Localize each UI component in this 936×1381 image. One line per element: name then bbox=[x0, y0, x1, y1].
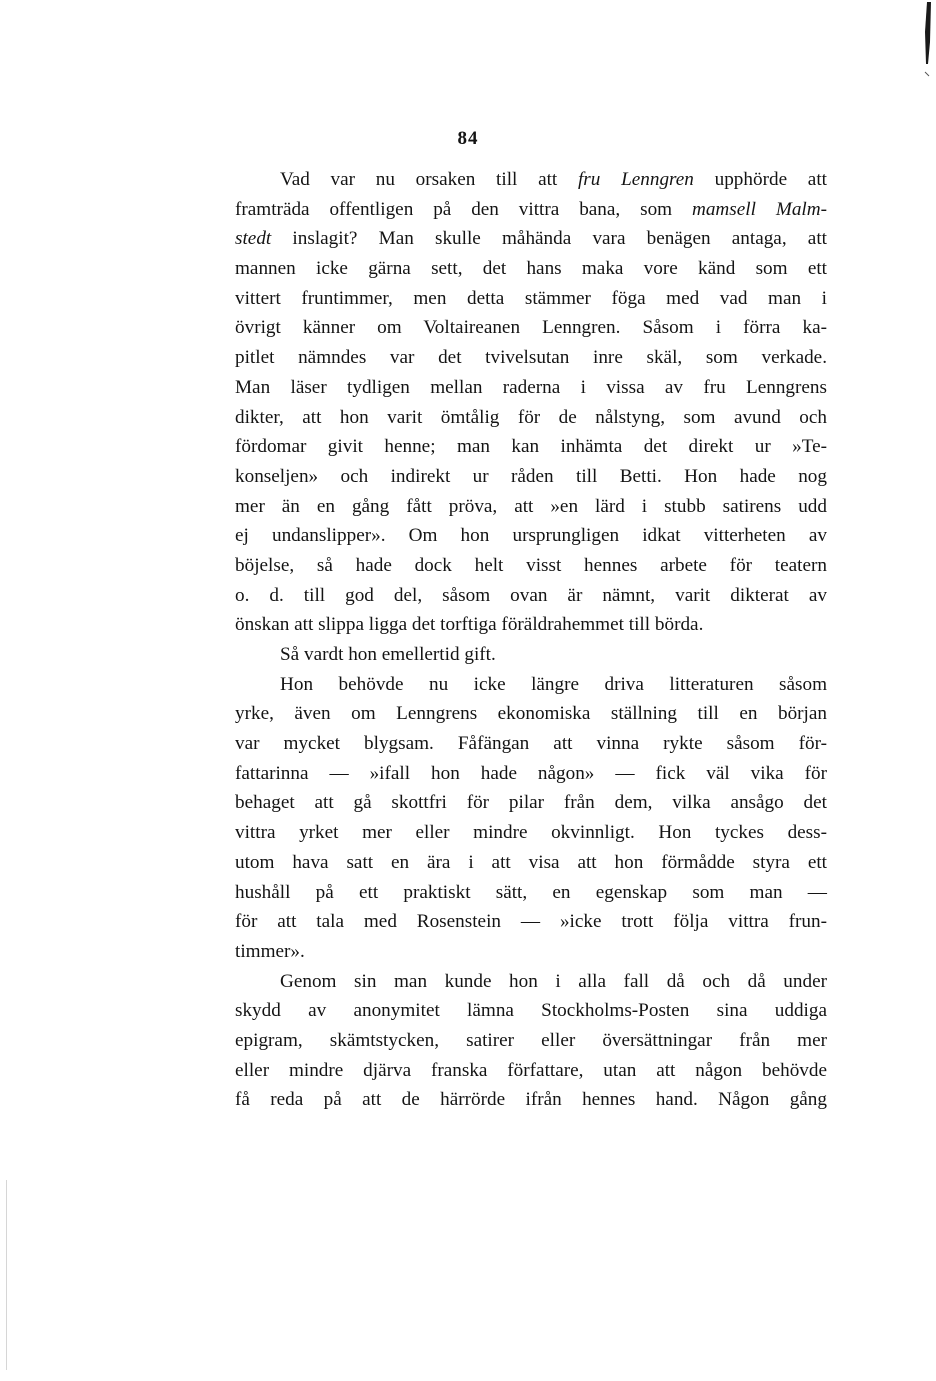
text-line bbox=[235, 610, 827, 640]
italic-text: mamsell Malm- bbox=[691, 198, 827, 220]
text-line bbox=[235, 254, 827, 284]
body-text bbox=[235, 165, 827, 1115]
italic-text: fru Lenngren bbox=[577, 169, 694, 190]
text-segment: var mycket blygsam. Fåfängan att vinna rykte såsom för- bbox=[235, 733, 827, 755]
text-line bbox=[235, 432, 827, 462]
text-segment: få reda på att de härrörde ifrån hennes hand. Någon gång bbox=[235, 1089, 827, 1111]
text-line bbox=[235, 848, 827, 878]
text-line bbox=[235, 373, 827, 403]
text-line bbox=[235, 492, 827, 522]
text-line bbox=[235, 1056, 827, 1086]
text-line bbox=[235, 1085, 827, 1115]
text-segment: upphörde att bbox=[693, 169, 827, 190]
text-line bbox=[235, 967, 827, 997]
text-line bbox=[235, 996, 827, 1026]
scan-edge-line bbox=[6, 1180, 7, 1370]
text-line bbox=[235, 640, 827, 670]
text-segment: Genom sin man kunde hon i alla fall då och då under bbox=[280, 970, 827, 992]
text-segment: inslagit? Man skulle måhända vara benägen antaga, att bbox=[271, 228, 827, 250]
text-line bbox=[235, 313, 827, 343]
text-segment: mannen icke gärna sett, det hans maka vore känd som ett bbox=[235, 258, 827, 280]
text-segment: önskan att slippa ligga det torftiga föräldrahemmet till börda. bbox=[235, 614, 704, 636]
text-segment: epigram, skämtstycken, satirer eller översättningar från mer bbox=[235, 1029, 827, 1051]
text-line bbox=[235, 729, 827, 759]
text-segment: mer än en gång fått pröva, att »en lärd i stubb satirens udd bbox=[235, 495, 827, 517]
text-segment: utom hava satt en ära i att visa att hon förmådde styra ett bbox=[235, 851, 827, 873]
text-line bbox=[235, 878, 827, 908]
text-segment: Hon behövde nu icke längre driva litteraturen såsom bbox=[280, 673, 827, 695]
text-segment: dikter, att hon varit ömtålig för de nålstyng, som avund och bbox=[235, 406, 827, 428]
text-line bbox=[235, 284, 827, 314]
text-segment: Man läser tydligen mellan raderna i vissa av fru Lenngrens bbox=[235, 376, 827, 398]
text-segment: yrke, även om Lenngrens ekonomiska ställning till en början bbox=[235, 703, 827, 725]
italic-text: stedt bbox=[235, 228, 272, 250]
text-line bbox=[235, 907, 827, 937]
text-segment: Vad var nu orsaken till att bbox=[280, 169, 578, 190]
text-line bbox=[235, 195, 827, 225]
text-segment: o. d. till god del, såsom ovan är nämnt, varit dikterat av bbox=[235, 584, 827, 606]
text-segment: vittra yrket mer eller mindre okvinnligt. Hon tyckes dess- bbox=[235, 822, 827, 844]
page-edge-mark bbox=[922, 2, 932, 80]
text-segment: Så vardt hon emellertid gift. bbox=[280, 644, 496, 665]
text-segment: för att tala med Rosenstein — »icke trott följa vittra frun- bbox=[235, 911, 827, 933]
text-line bbox=[235, 165, 827, 195]
text-line bbox=[235, 403, 827, 433]
text-segment: ej undanslipper». Om hon ursprungligen idkat vitterheten av bbox=[235, 525, 827, 547]
text-line bbox=[235, 818, 827, 848]
text-segment: framträda offentligen på den vittra bana, som bbox=[235, 198, 692, 220]
text-line bbox=[235, 699, 827, 729]
text-line bbox=[235, 462, 827, 492]
text-segment: övrigt känner om Voltaireanen Lenngren. Såsom i förra ka- bbox=[235, 317, 827, 339]
text-segment: timmer». bbox=[235, 940, 305, 962]
text-line bbox=[235, 788, 827, 818]
text-line bbox=[235, 343, 827, 373]
text-segment: konseljen» och indirekt ur råden till Betti. Hon hade nog bbox=[235, 465, 827, 487]
text-segment: pitlet nämndes var det tvivelsutan inre skäl, som verkade. bbox=[235, 347, 827, 369]
text-line bbox=[235, 937, 827, 967]
text-segment: fattarinna — »ifall hon hade någon» — fick väl vika för bbox=[235, 762, 827, 784]
text-line bbox=[235, 224, 827, 254]
text-segment: vittert fruntimmer, men detta stämmer föga med vad man i bbox=[235, 287, 827, 309]
text-segment: fördomar givit henne; man kan inhämta det direkt ur »Te- bbox=[235, 436, 827, 458]
text-segment: eller mindre djärva franska författare, utan att någon behövde bbox=[235, 1059, 827, 1081]
text-line bbox=[235, 551, 827, 581]
text-segment: böjelse, så hade dock helt visst hennes arbete för teatern bbox=[235, 554, 827, 576]
text-segment: skydd av anonymitet lämna Stockholms-Posten sina uddiga bbox=[235, 1000, 827, 1022]
text-line bbox=[235, 759, 827, 789]
text-line bbox=[235, 1026, 827, 1056]
text-line bbox=[235, 521, 827, 551]
page-number: 84 bbox=[457, 128, 479, 149]
text-line bbox=[235, 581, 827, 611]
text-segment: behaget att gå skottfri för pilar från dem, vilka ansågo det bbox=[235, 792, 827, 814]
text-segment: hushåll på ett praktiskt sätt, en egenskap som man — bbox=[235, 881, 827, 903]
text-line bbox=[235, 670, 827, 700]
